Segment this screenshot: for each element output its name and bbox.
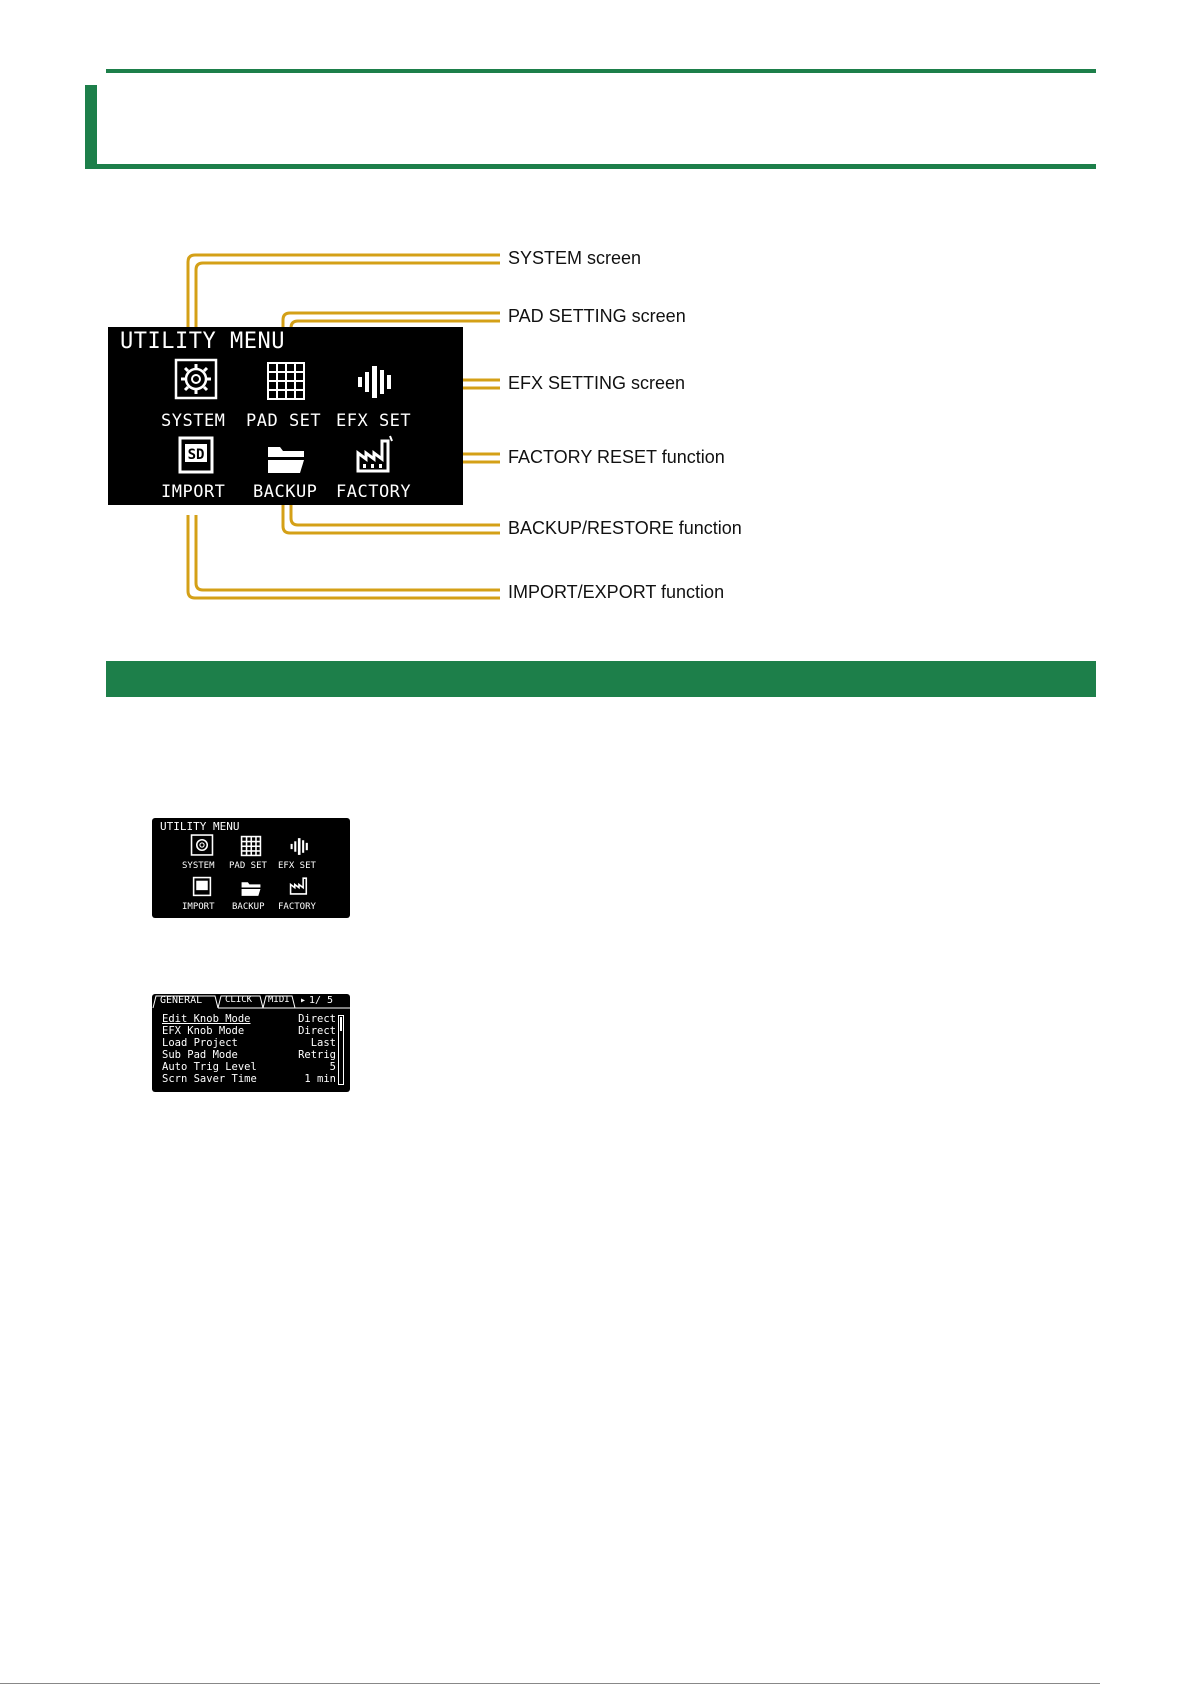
- callout-pad-setting: PAD SETTING screen: [508, 306, 686, 326]
- tab-click[interactable]: CLICK: [225, 995, 253, 1005]
- thumb-label-efx-set: EFX SET: [278, 861, 316, 871]
- pad-grid-icon[interactable]: [264, 360, 308, 402]
- system-gear-icon: [190, 834, 214, 856]
- setting-row[interactable]: [162, 1061, 336, 1073]
- label-import: IMPORT: [161, 482, 226, 502]
- callout-system: SYSTEM screen: [508, 248, 642, 268]
- setting-label: Sub Pad Mode: [162, 1049, 238, 1061]
- system-screen-thumbnail: [152, 994, 350, 1092]
- setting-value: 1 min: [304, 1073, 336, 1085]
- thumb-label-factory: FACTORY: [278, 902, 316, 912]
- scrollbar-thumb[interactable]: [340, 1017, 342, 1031]
- label-pad-set: PAD SET: [246, 411, 322, 431]
- tab-general[interactable]: GENERAL: [160, 995, 203, 1006]
- utility-menu-thumbnail: [152, 818, 350, 918]
- setting-value: Direct: [298, 1025, 336, 1037]
- setting-value: Retrig: [298, 1049, 336, 1061]
- thumb-label-system: SYSTEM: [182, 861, 215, 871]
- callout-factory-reset: FACTORY RESET function: [508, 447, 725, 467]
- setting-label: EFX Knob Mode: [162, 1025, 245, 1037]
- folder-icon[interactable]: [264, 437, 308, 479]
- sd-card-icon: [190, 876, 214, 898]
- efx-wave-icon[interactable]: [354, 360, 398, 402]
- callout-import-export: IMPORT/EXPORT function: [508, 582, 725, 602]
- setting-row[interactable]: [162, 1037, 336, 1049]
- section-header-bar: [106, 661, 1096, 697]
- svg-text:SD: SD: [187, 447, 205, 463]
- play-icon: ▸: [300, 995, 307, 1006]
- pad-grid-icon: [239, 835, 263, 857]
- page-indicator: 1/ 5: [309, 995, 334, 1006]
- footer-rule: [0, 1683, 1100, 1684]
- label-backup: BACKUP: [253, 482, 318, 502]
- tab-midi[interactable]: MIDI: [268, 995, 290, 1005]
- setting-label: Load Project: [162, 1037, 238, 1049]
- scrollbar[interactable]: [338, 1015, 344, 1085]
- folder-icon: [239, 877, 263, 899]
- thumb-label-backup: BACKUP: [232, 902, 265, 912]
- efx-wave-icon: [288, 835, 312, 857]
- label-factory: FACTORY: [336, 482, 412, 502]
- system-gear-icon[interactable]: [174, 358, 218, 400]
- setting-row[interactable]: [162, 1049, 336, 1061]
- setting-row[interactable]: [162, 1073, 336, 1085]
- setting-label: Scrn Saver Time: [162, 1073, 257, 1085]
- factory-icon: [288, 874, 312, 896]
- lcd-title: UTILITY MENU: [120, 329, 285, 354]
- setting-label: Edit Knob Mode: [162, 1013, 251, 1025]
- setting-value: Direct: [298, 1013, 336, 1025]
- callout-efx-setting: EFX SETTING screen: [508, 373, 686, 393]
- callout-backup-restore: BACKUP/RESTORE function: [508, 518, 742, 538]
- label-efx-set: EFX SET: [336, 411, 412, 431]
- setting-value: 5: [329, 1061, 336, 1073]
- setting-label: Auto Trig Level: [162, 1061, 257, 1073]
- setting-row[interactable]: [162, 1025, 336, 1037]
- setting-value: Last: [310, 1037, 336, 1049]
- utility-menu-lcd: [108, 327, 463, 505]
- thumb-label-pad-set: PAD SET: [229, 861, 267, 871]
- factory-icon[interactable]: [354, 433, 398, 475]
- setting-row[interactable]: [162, 1013, 336, 1025]
- thumb-title: UTILITY MENU: [160, 820, 240, 833]
- sd-card-icon[interactable]: [174, 435, 218, 477]
- tab-bar: [152, 994, 350, 1009]
- label-system: SYSTEM: [161, 411, 226, 431]
- thumb-label-import: IMPORT: [182, 902, 215, 912]
